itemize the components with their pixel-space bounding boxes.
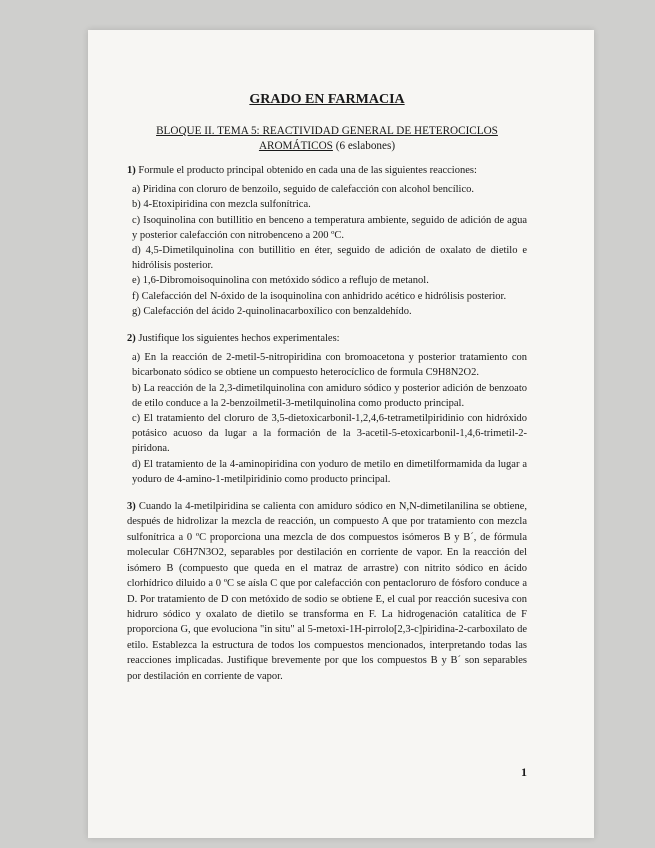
list-item: b) 4-Etoxipiridina con mezcla sulfonítrica.: [132, 199, 311, 211]
list-item: a) En la reacción de 2-metil-5-nitropiridina con bromoacetona y posterior tratamiento con bicarbonato sódico se obtiene un compuesto heterocíclico de formula C9H8N2O2.: [132, 352, 527, 379]
question-3: [127, 499, 527, 684]
list-item: f) Calefacción del N-óxido de la isoquinolina con anhidrido acético e hidrólisis posterior.: [132, 290, 507, 302]
question-2-text: Justifique los siguientes hechos experimentales:: [135, 333, 340, 345]
list-item: d) 4,5-Dimetilquinolina con butillitio en éter, seguido de adición de oxalato de dietilo e hidrólisis posterior.: [132, 245, 527, 272]
list-item: b) La reacción de la 2,3-dimetilquinolina con amiduro sódico y posterior adición de benzoato de etilo conduce a la 2-benzoilmetil-3-metilquinolina como producto principal.: [132, 382, 527, 409]
question-1: [127, 163, 527, 178]
block-heading-suffix: (6 eslabones): [332, 140, 396, 152]
list-item: c) Isoquinolina con butillitio en benceno a temperatura ambiente, seguido de adición de agua y posterior calefacción con nitrobenceno a 200 ºC.: [132, 214, 527, 241]
question-1-items: [132, 182, 527, 319]
page-number: 1: [521, 765, 527, 779]
document-content: [127, 92, 527, 684]
question-2: [127, 331, 527, 346]
question-1-text: Formule el producto principal obtenido en cada una de las siguientes reacciones:: [135, 165, 477, 176]
list-item: e) 1,6-Dibromoisoquinolina con metóxido sódico a reflujo de metanol.: [132, 275, 429, 287]
block-heading: [127, 124, 527, 154]
list-item: g) Calefacción del ácido 2-quinolinacarboxílico con benzaldehído.: [132, 305, 412, 317]
list-item: c) El tratamiento del cloruro de 3,5-dietoxicarbonil-1,2,4,6-tetrametilpiridinio con hidróxido potásico acuoso da lugar a la formación de la 3-acetil-5-etoxicarbonil-1,4,6-trimetil-2-piridona.: [132, 413, 527, 455]
question-2-items: [132, 350, 527, 487]
list-item: d) El tratamiento de la 4-aminopiridina con yoduro de metilo en dimetilformamida da lugar a yoduro de 4-amino-1-metilpiridinio como producto principal.: [132, 458, 527, 485]
question-1-number: 1): [127, 165, 136, 176]
question-3-number: 3): [127, 501, 136, 513]
question-3-text: Cuando la 4-metilpiridina se calienta con amiduro sódico en N,N-dimetilanilina se obtiene, después de hidrolizar la mezcla de reacción, un compuesto A que por tratamiento con mezcla sulfonítrica a 0 ºC proporciona una mezcla de dos compuestos isómeros B y B´, de fórmula molecular C6H7N3O2, separables por destilación en corriente de vapor. En la reacción del isómero B (compuesto que queda en el matraz de arrastre) con nitrito sódico en ácido clorhídrico diluido a 0 ºC se aísla C que por calefacción con pentacloruro de fósforo conduce a D. Por tratamiento de D con metóxido de sodio se obtiene E, el cual por reacción sucesiva con hidruro sódico y oxalato de dietilo se transforma en F. La hidrogenación catalítica de F proporciona G, que evoluciona "in situ" al 5-metoxi-1H-pirrolo[2,3-c]piridina-2-carboxilato de etilo. Establezca la estructura de todos los compuestos mencionados, interpretando todas las reacciones implicadas. Justifique brevemente por que los compuestos B y B´ son separables por destilación en corriente de vapor.: [127, 501, 527, 682]
page-title: GRADO EN FARMACIA: [249, 92, 405, 107]
question-2-number: 2): [127, 333, 136, 345]
list-item: a) Piridina con cloruro de benzoilo, seguido de calefacción con alcohol bencílico.: [132, 184, 474, 196]
block-heading-line2: AROMÁTICOS: [258, 140, 333, 152]
block-heading-line1: BLOQUE II. TEMA 5: REACTIVIDAD GENERAL DE HETEROCICLOS: [156, 125, 498, 137]
